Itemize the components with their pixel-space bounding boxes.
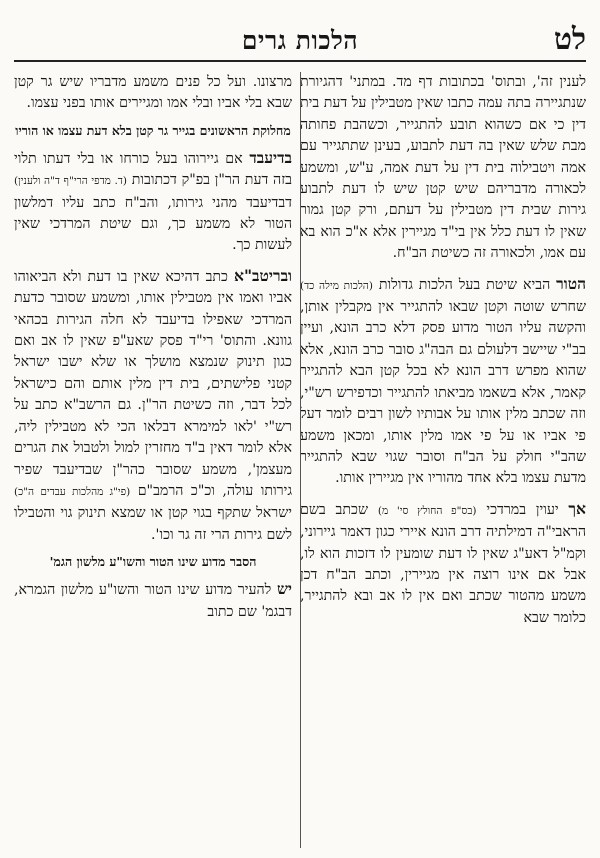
paragraph xyxy=(14,72,292,115)
paragraph-text: להעיר מדוע שינו הטור והשו"ע מלשון הגמרא, דבגמ' שם כתוב xyxy=(14,582,292,620)
citation: (פי"ג מהלכות עבדים ה"כ) xyxy=(14,485,131,498)
citation: (בס"פ החולץ סי' מ) xyxy=(377,504,477,517)
paragraph xyxy=(14,147,292,257)
paragraph-gap xyxy=(14,257,292,265)
paragraph-text: כתב דהיכא שאין בו דעת ולא הביאוהו אביו ואמו אין מטבילין אותו, ומשמע שסובר כדעת המרדכי שאפילו בדיעבד לא חלה הגירות בכהאי גוונא. והתוס' רי"ד פסק שאע"פ שאין לו אב ואם כגון תינוק שנמצא מושלך או שלא ישבו ישראל קטני פלישתים, בית דין מלין אותם והם כישראל לכל דבר, וזה כשיטת הר"ן. גם הרשב"א כתב על רש"י 'לאו למימרא דבלאו הכי לא מטבילין ליה, אלא לומר דאין ב"ד מחזרין למול ולטבול את הגרים מעצמן', משמע שסובר כהר"ן שבדיעבד שפיר גירותו עולה, וכ"כ הרמב"ם xyxy=(14,268,292,499)
paragraph-text: אם גיירוהו בעל כורחו או בלי דעתו תלוי בזה דעת הר"ן בפ"ק דכתובות xyxy=(14,150,292,189)
page-number: לט xyxy=(553,22,586,57)
running-head xyxy=(14,22,586,60)
section-heading: הסבר מדוע שינו הטור והשו"ע מלשון הגמ' xyxy=(49,554,257,570)
paragraph-lead-word: יש xyxy=(276,579,292,599)
paragraph-text: שכתב בשם הראבי"ה דמילתיה דרב הונא איירי כגון דאמר גיירוני, וקמ"ל דאע"ג שאין לו דעת שומעין לו דזכות הוא לו, אבל אם אינו רוצה אין מגיירין, וכתב הב"ח דכן משמע מהטור שכתב ואם אין לו אב ובא להתגייר, כלומר שבא xyxy=(300,501,586,626)
paragraph-lead-word: ובריטב"א xyxy=(234,265,292,285)
paragraph-gap xyxy=(300,490,586,498)
paragraph-text: הביא שיטת בעל הלכות גדולות xyxy=(378,276,551,293)
paragraph-text: ישראל שתקף בגוי קטן או שמצא תינוק גוי והטבילו לשם גירות הרי זה גר וכו'. xyxy=(14,505,292,543)
paragraph-text: מרצונו. ועל כל פנים משמע מדבריו שיש גר קטן שבא בלי אביו ובלי אמו ומגיירים אותו בפני עצמו. xyxy=(14,74,292,112)
paragraph xyxy=(300,273,586,490)
citation: (ד. מדפי הרי"ף ד"ה ולענין) xyxy=(14,175,127,188)
column-divider xyxy=(300,72,301,848)
citation: (הלכות מילה כד) xyxy=(300,279,373,292)
paragraph-lead-word: בדיעבד xyxy=(249,147,292,167)
running-head-title: הלכות גרים xyxy=(241,26,359,55)
left-column xyxy=(14,72,292,852)
paragraph-text: שחרש שוטה וקטן שבאו להתגייר אין מקבלין אותן, והקשה עליו הטור מדוע פסק דלא כרב הונא, ועיין בב"י שיישב דלעולם גם הבה"ג סובר כרב הונא, אלא שהוא מפרש דרב הונא לא בכל קטן הבא להתגייר קאמר, אלא בשאמו מביאתו להתגייר וכדפירש רש"י, וזה שכתב מלין אותו על אבותיו לשון רבים לומר דעל פי אביו או על פי אמו מלין אותו, ומכאן משמע שהב"י חולק על הב"ח וסובר שגוי שבא להתגייר מדעת עצמו בלא אחד מהוריו אין מגיירין אותו. xyxy=(300,299,586,487)
paragraph xyxy=(14,578,292,623)
paragraph-lead-word: הטור xyxy=(556,273,586,293)
paragraph-gap xyxy=(300,265,586,273)
section-heading: מחלוקת הראשונים בגייר גר קטן בלא דעת עצמו או הוריו xyxy=(15,122,291,138)
paragraph-text: יעוין במרדכי xyxy=(486,501,559,518)
paragraph xyxy=(14,265,292,546)
paragraph xyxy=(300,498,586,629)
header-rule xyxy=(14,60,586,62)
right-column xyxy=(300,72,586,852)
paragraph-text: דבדיעבד מהני גירותו, והב"ח כתב עליו דמלשון הטור לא משמע כך, וגם שיטת המרדכי שאין לעשות כך. xyxy=(14,194,292,254)
paragraph xyxy=(300,72,586,265)
paragraph-text: לענין זה', ובתוס' בכתובות דף מד. במתני' דהגיורת שנתגיירה בתה עמה כתבו שאין מטבילין על דעת בית דין כי אם כשהוא תובע להתגייר, וכשהבת פחותה מבת שלש שאין בה דעת לתבוע, בעינן שתתגייר עם אמה ויטבילוה בית דין על דעת אמה, ע"ש, ומשמע לכאורה מדבריהם שיש קטן שיש לו דעת לתבוע גירות שבית דין מטבילין על דעתם, ורק קטן גמור שאין לו דעת כלל אין בי"ד מגיירין אלא א"כ הוא בא עם אמו, ולכאורה זה כשיטת הב"ח. xyxy=(300,74,586,262)
paragraph-lead-word: אך xyxy=(568,498,586,518)
